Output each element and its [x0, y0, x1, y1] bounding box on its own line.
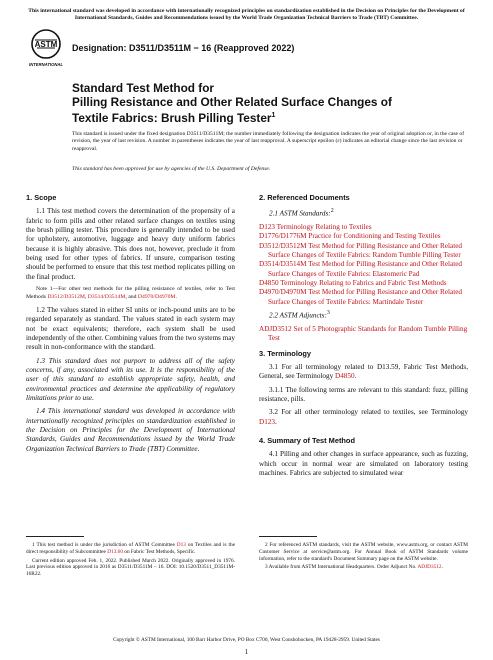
ref-title[interactable]: Terminology Relating to Fabrics and Fabric Test Methods	[278, 279, 447, 288]
right-column	[259, 193, 468, 482]
paragraph-text: 3.2 For all other terminology related to textiles, see Terminology	[269, 408, 468, 417]
footnote-mark: 2	[330, 208, 334, 215]
document-title	[72, 82, 452, 125]
astm-logo	[28, 28, 64, 68]
ref-link-d3512[interactable]: D3512/D3512M	[47, 293, 85, 300]
paragraph-end: .	[274, 417, 277, 426]
ref-link-d4970[interactable]: D4970/D4970M	[137, 293, 176, 300]
ref-link-d3512[interactable]: D3512/D3512M	[259, 241, 307, 250]
designation: Designation: D3511/D3511M − 16 (Reapproved 2022)	[72, 43, 295, 53]
adjunct-item	[259, 325, 468, 344]
ref-link-d1776[interactable]: D1776/D1776M	[259, 232, 307, 241]
standard-note: This standard is issued under the fixed designation D3511/D3511M; the number immediately following the designation indicates the year of original adoption or, in the case of revision, the year of last revision. A number in parentheses indicates the year of last reapproval. A superscript epsilon (ε) indicates an editorial change since the last revision or reapproval.	[72, 131, 465, 152]
ref-title[interactable]: Test Method for Pilling Resistance and Other Related Surface Changes of Textile Fabrics: Martindale Tester	[268, 288, 462, 306]
footnote-text: on Textiles and is the direct responsibility of Subcommittee	[26, 542, 235, 555]
paragraph-text: 3.1 For all terminology related to D13.59, Fabric Test Methods, General, see Terminology	[259, 362, 468, 381]
list-item	[259, 279, 468, 288]
note-1	[26, 286, 235, 301]
title-line-3: Textile Fabrics: Brush Pilling Tester	[72, 110, 272, 125]
reference-list	[259, 223, 468, 307]
footnote-divider-left	[26, 536, 84, 537]
footnotes-right	[259, 542, 468, 573]
ref-link-d123[interactable]: D123	[259, 417, 275, 426]
paragraph-3-1	[259, 363, 468, 382]
ref-link-adjd3512[interactable]: ADJD3512 Set of 5 Photographic Standards for Random Tumble Pilling Test	[259, 324, 468, 343]
ref-title[interactable]: Terminology Relating to Textiles	[274, 223, 372, 232]
section-heading-summary: 4. Summary of Test Method	[259, 436, 355, 445]
note-1-sep: ,	[84, 293, 88, 300]
ref-link-d13-60[interactable]: D13.60	[107, 548, 123, 555]
footnote-text: on Fabric Test Methods, Specific.	[122, 548, 196, 555]
paragraph-1-4: 1.4 This international standard was developed in accordance with internationally recognized principles on standardization established in the Decision on Principles for the Development of International Standards, Guides and Recommendations issued by the World Trade Organization Technical Barriers to Trade (TBT) Committee.	[26, 407, 235, 453]
astm-standards-text: 2.1 ASTM Standards:	[269, 209, 331, 218]
section-heading-scope: 1. Scope	[26, 193, 57, 202]
note-1-end: .	[175, 293, 177, 300]
ref-link-d3514[interactable]: D3514/D3514M	[87, 293, 126, 300]
ref-title[interactable]: Practice for Conditioning and Testing Textiles	[306, 232, 441, 241]
ref-title[interactable]: Test Method for Pilling Resistance and Other Related Surface Changes of Textile Fabrics: Elastomeric Pad	[268, 260, 462, 278]
list-item	[259, 223, 468, 232]
astm-standards-label	[259, 207, 468, 219]
ref-link-d4850[interactable]: D4850	[259, 279, 279, 288]
copyright-line: Copyright © ASTM International, 100 Barr Harbor Drive, PO Box C700, West Conshohocken, PA 19428-2959. United States	[113, 637, 380, 643]
page-number: 1	[244, 648, 249, 656]
note-1-text: Note 1—For other test methods for the pilling resistance of textiles, refer to Test Methods	[26, 286, 235, 300]
footnote-mark: 3	[326, 310, 330, 317]
left-column	[26, 193, 235, 458]
paragraph-3-1-1: 3.1.1 The following terms are relevant to this standard: fuzz, pilling resistance, pills.	[259, 385, 468, 403]
footnote-2: 2 For referenced ASTM standards, visit the ASTM website, www.astm.org, or contact ASTM Customer Service at service@astm.org. For Annual Book of ASTM Standards volume information, refer to the standard's Document Summary page on the ASTM website.	[259, 542, 468, 562]
paragraph-3-2	[259, 408, 468, 427]
paragraph-1-1: 1.1 This test method covers the determination of the propensity of a fabric to form pills and other related surface changes on textiles using the brush pilling tester. This procedure is generally intended to be used for upholstery, automotive, luggage and heavy duty uniform fabrics because it is highly abrasive. This does not, however, preclude it from being used for other types of fabrics. If unsure, comparison testing should be performed to ensure that this test method replicates pilling on the final product.	[26, 207, 235, 281]
header-notice: This international standard was developed in accordance with internationally recognized principles on standardization established in the Decision on Principles for the Development of International Standards, Guides and Recommendations issued by the World Trade Organization Technical Barriers to Trade (TBT) Committee.	[28, 8, 465, 21]
footnote-end: .	[441, 564, 443, 571]
ref-link-d4970[interactable]: D4970/D4970M	[259, 288, 307, 297]
footnote-text: 1 This test method is under the jurisdiction of ASTM Committee	[32, 542, 177, 548]
section-heading-referenced: 2. Referenced Documents	[259, 193, 350, 202]
astm-adjuncts-label	[259, 309, 468, 321]
svg-text:ASTM: ASTM	[34, 40, 58, 49]
list-item	[259, 288, 468, 307]
ref-link-d4850[interactable]: D4850	[335, 372, 355, 381]
ref-link-d3514[interactable]: D3514/D3514M	[259, 260, 307, 269]
note-1-sep: , and	[125, 293, 138, 300]
list-item	[259, 260, 468, 279]
paragraph-4-1: 4.1 Pilling and other changes in surface appearance, such as fuzzing, which occur in normal wear are simulated on laboratory testing machines. Fabrics are subjected to simulated wear	[259, 450, 468, 478]
footnote-3	[259, 564, 468, 571]
title-footnote-mark: 1	[271, 112, 276, 119]
footnotes-left	[26, 542, 235, 580]
paragraph-1-3: 1.3 This standard does not purport to address all of the safety concerns, if any, associated with its use. It is the responsibility of the user of this standard to establish appropriate safety, health, and environmental practices and determine the applicability of regulatory limitations prior to use.	[26, 356, 235, 402]
ref-title[interactable]: Test Method for Pilling Resistance and Other Related Surface Changes of Textile Fabrics: Random Tumble Pilling Tester	[268, 241, 462, 260]
list-item	[259, 242, 468, 261]
approval-note: This standard has been approved for use by agencies of the U.S. Department of Defense.	[72, 166, 271, 172]
list-item	[259, 232, 468, 241]
ref-link-d123[interactable]: D123	[259, 223, 275, 232]
svg-text:INTERNATIONAL: INTERNATIONAL	[29, 62, 63, 67]
title-line-2: Pilling Resistance and Other Related Surface Changes of	[72, 94, 392, 109]
paragraph-1-2: 1.2 The values stated in either SI units or inch-pound units are to be regarded separately as standard. The values stated in each system may not be exact equivalents; therefore, each system shall be used independently of the other. Combining values from the two systems may result in non-conformance with the standard.	[26, 305, 236, 352]
paragraph-end: .	[354, 372, 357, 381]
footnote-1	[26, 542, 235, 556]
footnote-text: 3 Available from ASTM International Headquarters. Order Adjunct No.	[265, 564, 418, 571]
section-heading-terminology: 3. Terminology	[259, 348, 312, 358]
ref-link-d13[interactable]: D13	[176, 542, 186, 548]
title-line-1: Standard Test Method for	[72, 81, 215, 95]
ref-link-adjd3512[interactable]: ADJD3512	[417, 564, 442, 571]
footnote-divider-right	[259, 536, 317, 537]
footnote-1-edition: Current edition approved Feb. 1, 2022. Published March 2022. Originally approved in 1976. Last previous edition approved in 2016 as D3511/D3511M – 16. DOI: 10.1520/D3511_D3511M-16R22.	[26, 557, 235, 578]
astm-adjuncts-text: 2.2 ASTM Adjuncts:	[269, 311, 327, 320]
